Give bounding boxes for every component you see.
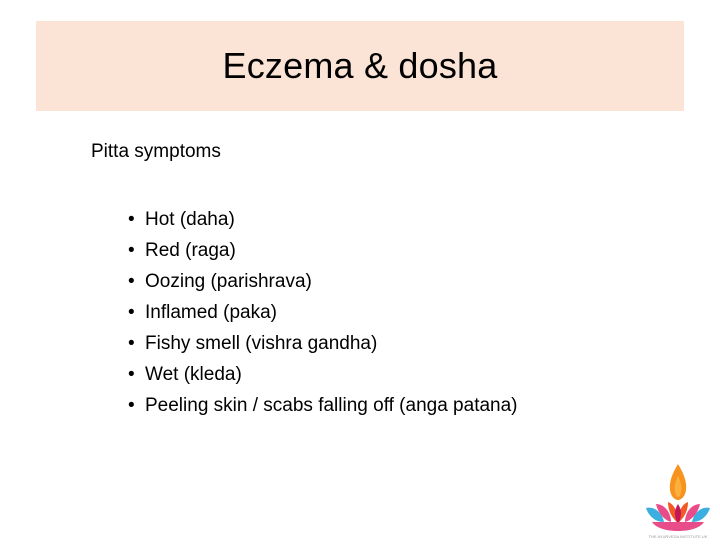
bullet-icon: • — [128, 363, 135, 385]
list-item — [128, 328, 518, 359]
title-band — [36, 21, 684, 111]
bullet-icon: • — [128, 301, 135, 323]
bullet-icon: • — [128, 208, 135, 230]
bullet-text: Fishy smell (vishra gandha) — [145, 332, 378, 354]
bullet-icon: • — [128, 332, 135, 354]
diya-lamp-lotus-logo-icon — [640, 462, 716, 540]
list-item — [128, 359, 518, 390]
bullet-icon: • — [128, 239, 135, 261]
svg-text:THE AYURVEDA INSTITUTE UK: THE AYURVEDA INSTITUTE UK — [648, 534, 708, 539]
list-item — [128, 266, 518, 297]
bullet-text: Oozing (parishrava) — [145, 270, 312, 292]
bullet-text: Peeling skin / scabs falling off (anga patana) — [145, 394, 518, 416]
bullet-text: Wet (kleda) — [145, 363, 242, 385]
list-item — [128, 235, 518, 266]
subheading: Pitta symptoms — [91, 141, 221, 162]
list-item — [128, 204, 518, 235]
bullet-text: Hot (daha) — [145, 208, 235, 230]
bullet-icon: • — [128, 394, 135, 416]
bullet-text: Inflamed (paka) — [145, 301, 278, 323]
slide-title: Eczema & dosha — [222, 45, 498, 86]
bullet-list — [128, 204, 518, 421]
logo-graphic — [640, 462, 716, 540]
bullet-icon: • — [128, 270, 135, 292]
list-item — [128, 390, 518, 421]
bullet-text: Red (raga) — [145, 239, 236, 261]
list-item — [128, 297, 518, 328]
